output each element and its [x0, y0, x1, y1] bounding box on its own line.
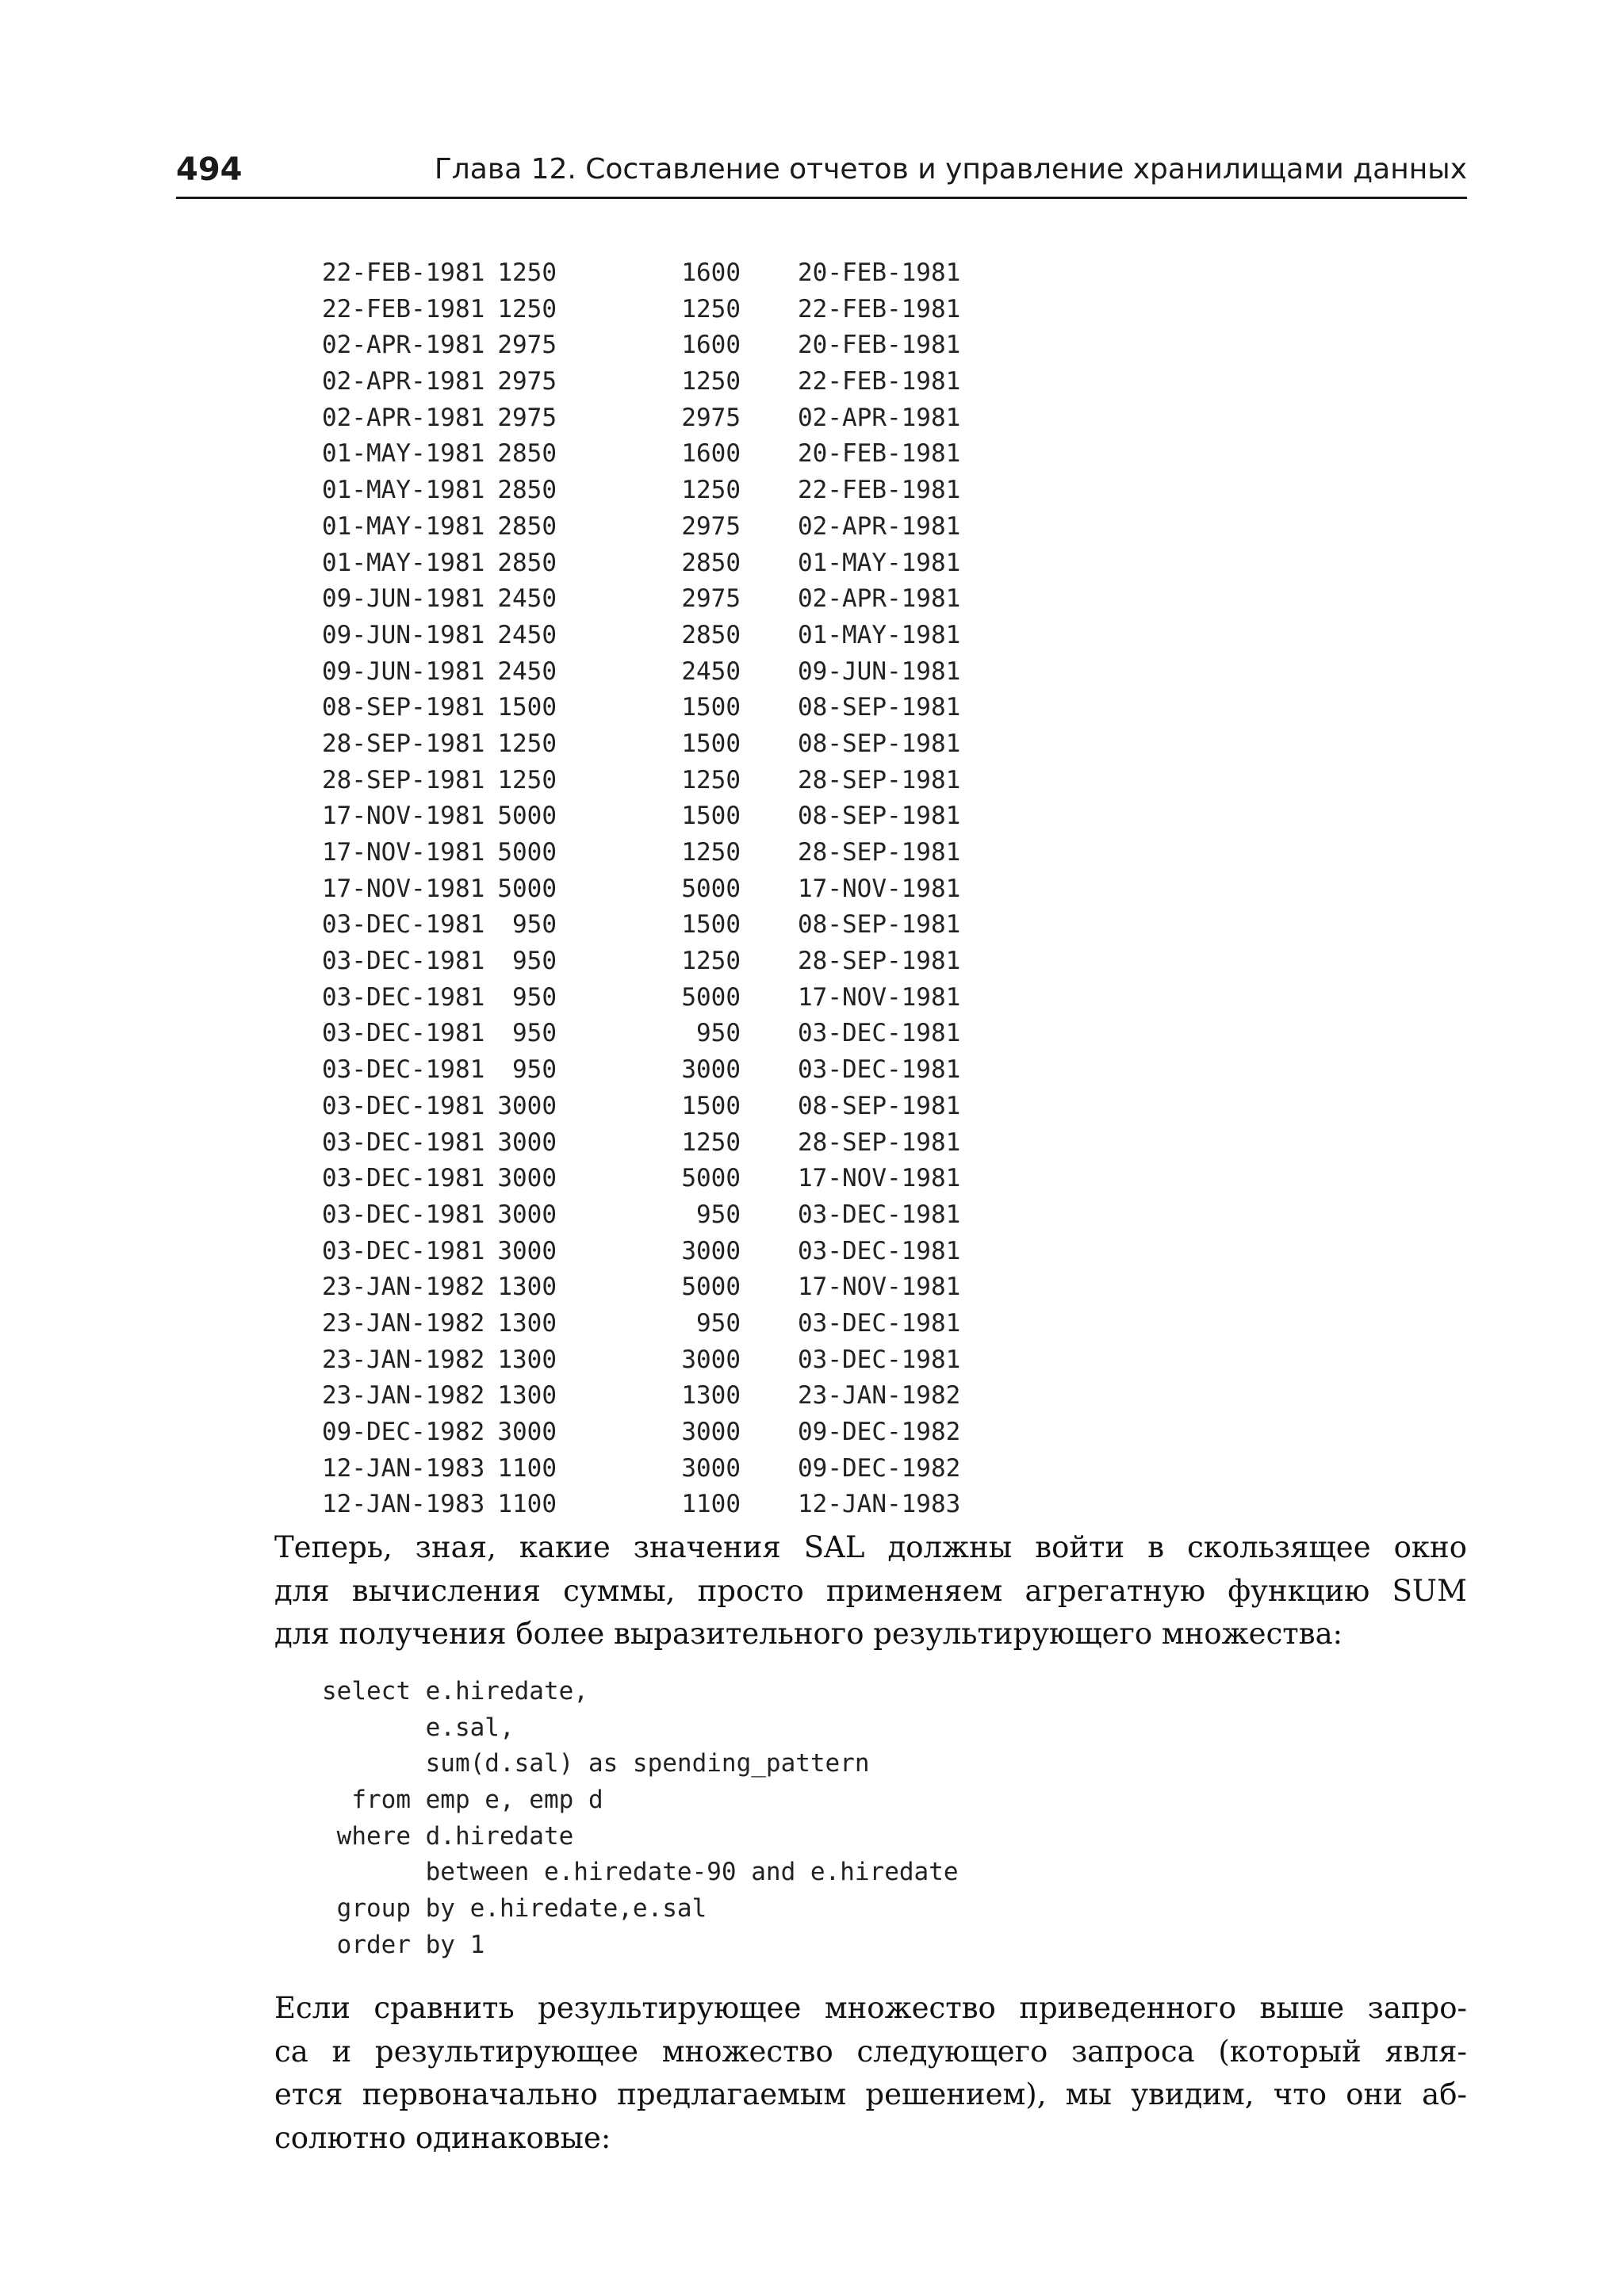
code-line: group by e.hiredate,e.sal	[322, 1894, 707, 1924]
window-sal-cell: 5000	[681, 1164, 741, 1193]
window-sal-cell: 3000	[681, 1418, 741, 1446]
hiredate-cell: 03-DEC-1981	[322, 1236, 485, 1265]
sal-cell: 2850	[497, 439, 557, 469]
sal-cell: 2450	[497, 620, 557, 649]
paragraph-line: солютно одинаковые:	[274, 2120, 611, 2155]
window-hiredate-cell: 22-FEB-1981	[798, 476, 961, 505]
sal-cell: 2850	[497, 511, 557, 541]
sal-cell: 2975	[497, 403, 557, 432]
window-sal-cell: 950	[696, 1019, 741, 1048]
sal-cell: 950	[512, 1019, 557, 1048]
sal-cell: 950	[512, 947, 557, 976]
sal-cell: 1300	[497, 1381, 557, 1411]
window-sal-cell: 2850	[681, 620, 741, 649]
window-hiredate-cell: 17-NOV-1981	[798, 1164, 961, 1193]
hiredate-cell: 01-MAY-1981	[322, 439, 485, 469]
hiredate-cell: 03-DEC-1981	[322, 1200, 485, 1229]
hiredate-cell: 28-SEP-1981	[322, 729, 485, 758]
sal-cell: 1300	[497, 1345, 557, 1374]
sal-cell: 1250	[497, 765, 557, 794]
sal-cell: 1300	[497, 1273, 557, 1302]
window-sal-cell: 1600	[681, 439, 741, 469]
hiredate-cell: 17-NOV-1981	[322, 874, 485, 903]
hiredate-cell: 03-DEC-1981	[322, 1055, 485, 1085]
sal-cell: 3000	[497, 1236, 557, 1265]
hiredate-cell: 17-NOV-1981	[322, 802, 485, 831]
window-hiredate-cell: 08-SEP-1981	[798, 693, 961, 722]
window-hiredate-cell: 09-DEC-1982	[798, 1453, 961, 1483]
sal-cell: 2850	[497, 476, 557, 505]
sal-cell: 3000	[497, 1200, 557, 1229]
window-sal-cell: 3000	[681, 1055, 741, 1085]
paragraph-line: для получения более выразительного результирующего множества:	[274, 1617, 1343, 1651]
window-sal-cell: 2975	[681, 403, 741, 432]
window-hiredate-cell: 22-FEB-1981	[798, 367, 961, 396]
sal-cell: 1500	[497, 693, 557, 722]
hiredate-cell: 23-JAN-1982	[322, 1381, 485, 1411]
paragraph-line: са и результирующее множество следующего запроса (который явля-	[274, 2034, 1467, 2069]
window-sal-cell: 1500	[681, 802, 741, 831]
window-sal-cell: 1600	[681, 331, 741, 360]
sal-cell: 1250	[497, 729, 557, 758]
hiredate-cell: 03-DEC-1981	[322, 1127, 485, 1157]
window-sal-cell: 1100	[681, 1490, 741, 1519]
window-hiredate-cell: 20-FEB-1981	[798, 439, 961, 469]
sal-cell: 950	[512, 910, 557, 940]
window-sal-cell: 2975	[681, 511, 741, 541]
running-head: Глава 12. Составление отчетов и управление хранилищами данных	[434, 153, 1467, 186]
code-line: select e.hiredate,	[322, 1677, 588, 1705]
sal-cell: 5000	[497, 802, 557, 831]
hiredate-cell: 28-SEP-1981	[322, 765, 485, 794]
window-hiredate-cell: 28-SEP-1981	[798, 838, 961, 867]
window-sal-cell: 1500	[681, 693, 741, 722]
code-line: from emp e, emp d	[322, 1786, 603, 1815]
sal-cell: 2975	[497, 367, 557, 396]
hiredate-cell: 23-JAN-1982	[322, 1273, 485, 1302]
hiredate-cell: 12-JAN-1983	[322, 1453, 485, 1483]
body-paragraph-2	[274, 1987, 1467, 2160]
sal-cell: 5000	[497, 874, 557, 903]
hiredate-cell: 03-DEC-1981	[322, 1091, 485, 1120]
window-hiredate-cell: 09-DEC-1982	[798, 1418, 961, 1446]
window-sal-cell: 1250	[681, 765, 741, 794]
window-hiredate-cell: 08-SEP-1981	[798, 910, 961, 940]
hiredate-cell: 01-MAY-1981	[322, 548, 485, 577]
page-number: 494	[176, 151, 243, 188]
sal-cell: 2450	[497, 584, 557, 614]
hiredate-cell: 22-FEB-1981	[322, 294, 485, 323]
window-sal-cell: 950	[696, 1200, 741, 1229]
window-sal-cell: 3000	[681, 1345, 741, 1374]
window-hiredate-cell: 03-DEC-1981	[798, 1308, 961, 1338]
hiredate-cell: 01-MAY-1981	[322, 476, 485, 505]
hiredate-cell: 22-FEB-1981	[322, 258, 485, 287]
sal-cell: 3000	[497, 1418, 557, 1446]
hiredate-cell: 01-MAY-1981	[322, 511, 485, 541]
window-sal-cell: 1250	[681, 947, 741, 976]
hiredate-cell: 02-APR-1981	[322, 331, 485, 360]
hiredate-cell: 17-NOV-1981	[322, 838, 485, 867]
window-sal-cell: 1600	[681, 258, 741, 287]
header-rule	[176, 197, 1467, 199]
hiredate-cell: 09-DEC-1982	[322, 1418, 485, 1446]
window-hiredate-cell: 03-DEC-1981	[798, 1019, 961, 1048]
window-hiredate-cell: 08-SEP-1981	[798, 802, 961, 831]
sal-cell: 5000	[497, 838, 557, 867]
paragraph-line: для вычисления суммы, просто применяем агрегатную функцию SUM	[274, 1573, 1467, 1608]
sal-cell: 950	[512, 1055, 557, 1085]
code-line: sum(d.sal) as spending_pattern	[322, 1749, 870, 1778]
window-sal-cell: 2450	[681, 657, 741, 686]
window-sal-cell: 1250	[681, 838, 741, 867]
window-hiredate-cell: 12-JAN-1983	[798, 1490, 961, 1519]
window-sal-cell: 2850	[681, 548, 741, 577]
window-hiredate-cell: 02-APR-1981	[798, 403, 961, 432]
window-sal-cell: 950	[696, 1308, 741, 1338]
window-hiredate-cell: 28-SEP-1981	[798, 765, 961, 794]
paragraph-line: ется первоначально предлагаемым решением), мы увидим, что они аб-	[274, 2077, 1467, 2111]
window-hiredate-cell: 17-NOV-1981	[798, 874, 961, 903]
sal-cell: 1250	[497, 294, 557, 323]
code-line: where d.hiredate	[322, 1821, 574, 1851]
window-hiredate-cell: 02-APR-1981	[798, 511, 961, 541]
hiredate-cell: 23-JAN-1982	[322, 1308, 485, 1338]
window-hiredate-cell: 08-SEP-1981	[798, 1091, 961, 1120]
sal-cell: 3000	[497, 1164, 557, 1193]
window-hiredate-cell: 01-MAY-1981	[798, 548, 961, 577]
sal-cell: 2975	[497, 331, 557, 360]
window-hiredate-cell: 01-MAY-1981	[798, 620, 961, 649]
sal-cell: 1100	[497, 1453, 557, 1483]
sal-cell: 1250	[497, 258, 557, 287]
hiredate-cell: 02-APR-1981	[322, 367, 485, 396]
hiredate-cell: 12-JAN-1983	[322, 1490, 485, 1519]
body-paragraph-1	[274, 1526, 1467, 1656]
window-hiredate-cell: 03-DEC-1981	[798, 1055, 961, 1085]
hiredate-cell: 09-JUN-1981	[322, 620, 485, 649]
window-hiredate-cell: 17-NOV-1981	[798, 982, 961, 1012]
window-hiredate-cell: 03-DEC-1981	[798, 1200, 961, 1229]
paragraph-line: Теперь, зная, какие значения SAL должны войти в скользящее окно	[274, 1530, 1467, 1564]
window-sal-cell: 1250	[681, 1127, 741, 1157]
window-sal-cell: 1250	[681, 476, 741, 505]
window-hiredate-cell: 23-JAN-1982	[798, 1381, 961, 1411]
code-line: order by 1	[322, 1930, 485, 1959]
hiredate-cell: 08-SEP-1981	[322, 693, 485, 722]
window-sal-cell: 1500	[681, 729, 741, 758]
sql-code-block	[322, 1674, 959, 1964]
window-hiredate-cell: 03-DEC-1981	[798, 1236, 961, 1265]
window-hiredate-cell: 28-SEP-1981	[798, 1127, 961, 1157]
window-sal-cell: 2975	[681, 584, 741, 614]
window-hiredate-cell: 03-DEC-1981	[798, 1345, 961, 1374]
window-sal-cell: 5000	[681, 1273, 741, 1302]
hiredate-cell: 03-DEC-1981	[322, 1019, 485, 1048]
sal-cell: 3000	[497, 1127, 557, 1157]
hiredate-cell: 03-DEC-1981	[322, 1164, 485, 1193]
sal-cell: 2850	[497, 548, 557, 577]
window-hiredate-cell: 20-FEB-1981	[798, 258, 961, 287]
window-hiredate-cell: 09-JUN-1981	[798, 657, 961, 686]
window-sal-cell: 3000	[681, 1453, 741, 1483]
hiredate-cell: 03-DEC-1981	[322, 910, 485, 940]
window-sal-cell: 5000	[681, 874, 741, 903]
window-sal-cell: 1300	[681, 1381, 741, 1411]
window-sal-cell: 1250	[681, 294, 741, 323]
window-sal-cell: 1500	[681, 1091, 741, 1120]
code-line: between e.hiredate-90 and e.hiredate	[322, 1858, 959, 1887]
hiredate-cell: 03-DEC-1981	[322, 947, 485, 976]
window-hiredate-cell: 17-NOV-1981	[798, 1273, 961, 1302]
sal-cell: 2450	[497, 657, 557, 686]
window-hiredate-cell: 08-SEP-1981	[798, 729, 961, 758]
sal-cell: 950	[512, 982, 557, 1012]
window-sal-cell: 5000	[681, 982, 741, 1012]
hiredate-cell: 03-DEC-1981	[322, 982, 485, 1012]
sal-cell: 3000	[497, 1091, 557, 1120]
sal-cell: 1100	[497, 1490, 557, 1519]
window-hiredate-cell: 20-FEB-1981	[798, 331, 961, 360]
hiredate-cell: 09-JUN-1981	[322, 584, 485, 614]
window-sal-cell: 3000	[681, 1236, 741, 1265]
window-sal-cell: 1500	[681, 910, 741, 940]
window-hiredate-cell: 22-FEB-1981	[798, 294, 961, 323]
hiredate-cell: 09-JUN-1981	[322, 657, 485, 686]
hiredate-cell: 23-JAN-1982	[322, 1345, 485, 1374]
window-hiredate-cell: 02-APR-1981	[798, 584, 961, 614]
window-sal-cell: 1250	[681, 367, 741, 396]
window-hiredate-cell: 28-SEP-1981	[798, 947, 961, 976]
code-line: e.sal,	[322, 1713, 515, 1742]
hiredate-cell: 02-APR-1981	[322, 403, 485, 432]
paragraph-line: Если сравнить результирующее множество приведенного выше запро-	[274, 1991, 1467, 2025]
sal-cell: 1300	[497, 1308, 557, 1338]
